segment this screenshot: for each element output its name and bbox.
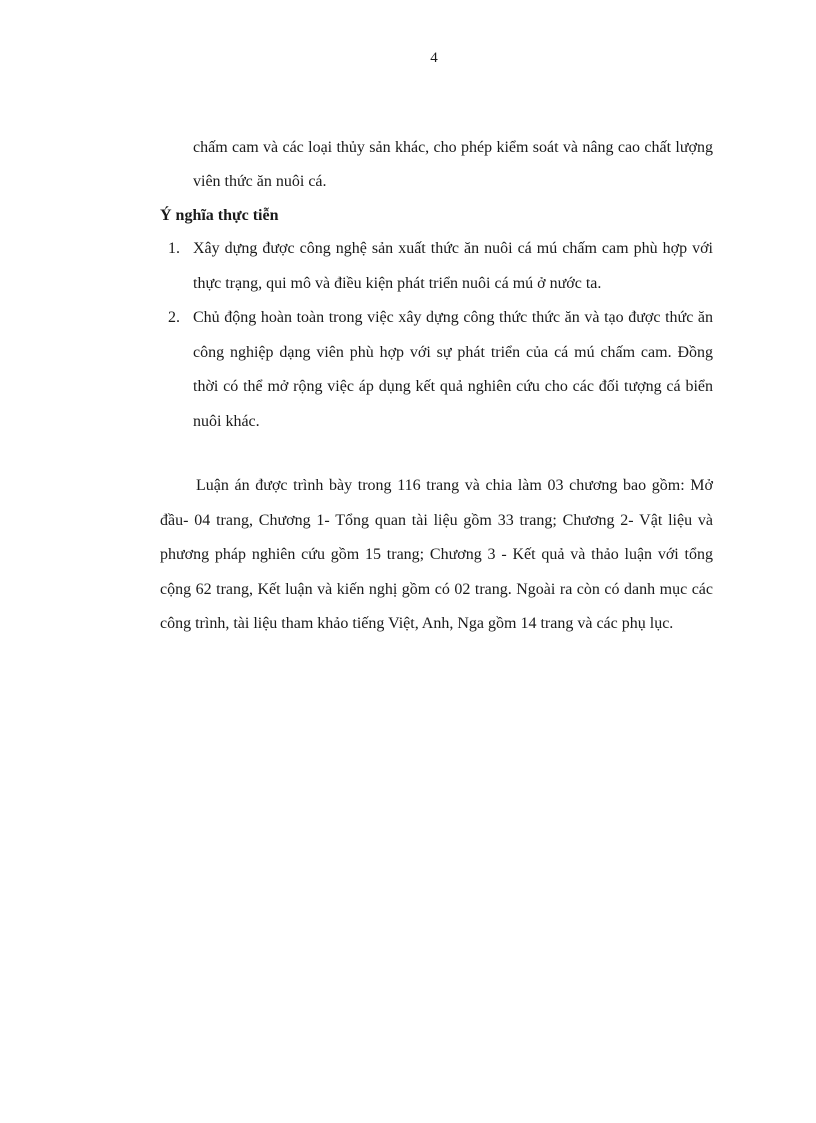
list-item-marker: 1. bbox=[168, 240, 180, 257]
list-item-text: Xây dựng được công nghệ sản xuất thức ăn nuôi cá mú chấm cam phù hợp với thực trạng, qui mô và điều kiện phát triển nuôi cá mú ở nước ta. bbox=[193, 240, 713, 292]
list-item bbox=[160, 301, 713, 439]
list-item-marker: 2. bbox=[168, 309, 180, 326]
page-number: 4 bbox=[430, 50, 438, 66]
list-item bbox=[160, 232, 713, 301]
list-item-text: Chủ động hoàn toàn trong việc xây dựng công thức thức ăn và tạo được thức ăn công nghiệp dạng viên phù hợp với sự phát triển của cá mú chấm cam. Đồng thời có thể mở rộng việc áp dụng kết quả nghiên cứu cho các đối tượng cá biển nuôi khác. bbox=[193, 309, 713, 430]
practical-significance-list bbox=[160, 232, 713, 439]
thesis-structure-paragraph: Luận án được trình bày trong 116 trang và chia làm 03 chương bao gồm: Mở đầu- 04 trang, Chương 1- Tổng quan tài liệu gồm 33 trang; Chương 2- Vật liệu và phương pháp nghiên cứu gồm 15 trang; Chương 3 - Kết quả và thảo luận với tổng cộng 62 trang, Kết luận và kiến nghị gồm có 02 trang. Ngoài ra còn có danh mục các công trình, tài liệu tham khảo tiếng Việt, Anh, Nga gồm 14 trang và các phụ lục. bbox=[160, 477, 713, 633]
continuation-paragraph: chấm cam và các loại thủy sản khác, cho phép kiểm soát và nâng cao chất lượng viên thức ăn nuôi cá. bbox=[193, 139, 713, 190]
section-heading: Ý nghĩa thực tiễn bbox=[160, 207, 279, 224]
